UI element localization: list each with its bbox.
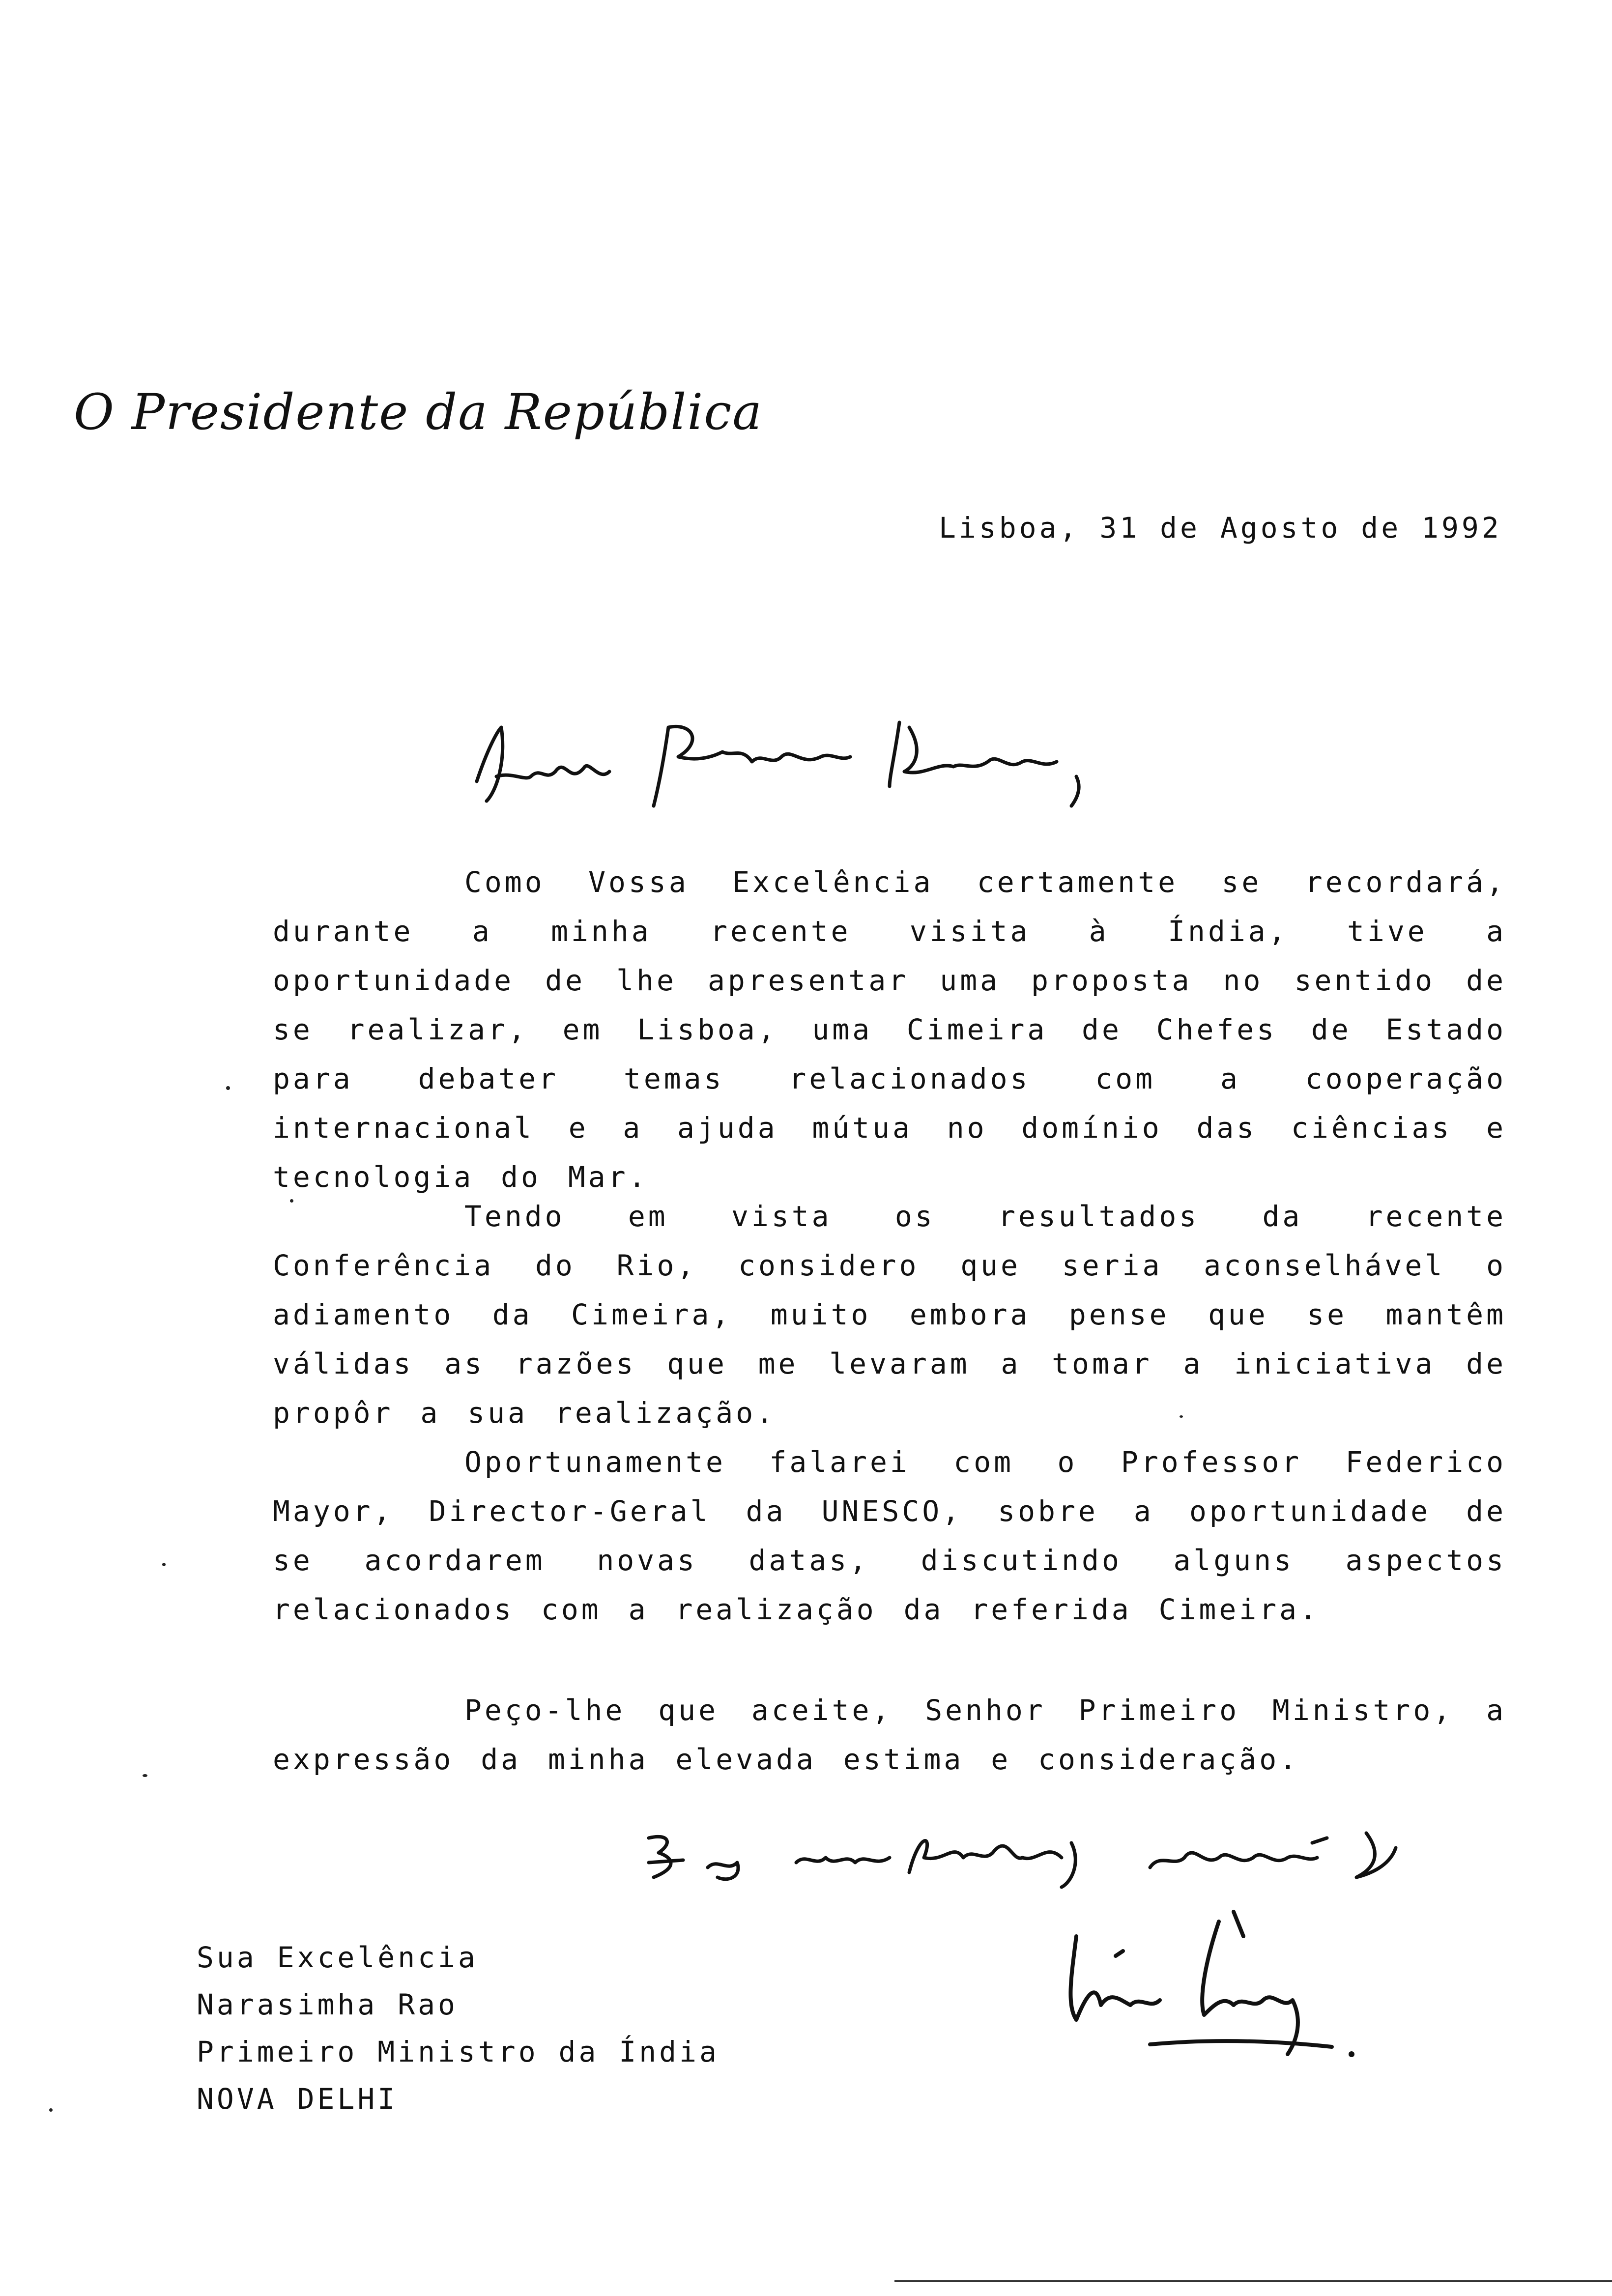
handwritten-closing — [629, 1813, 1465, 1892]
footer-rule — [894, 2280, 1612, 2282]
scan-speck — [226, 1086, 230, 1090]
letterhead-title: O Presidente da República — [74, 383, 763, 441]
scan-speck — [143, 1774, 147, 1777]
addressee-line-4: NOVA DELHI — [197, 2082, 398, 2116]
scan-speck — [1180, 1415, 1183, 1418]
handwritten-salutation — [467, 708, 1116, 816]
addressee-line-3: Primeiro Ministro da Índia — [197, 2035, 720, 2068]
paragraph-2 — [273, 1192, 1506, 1437]
addressee-line-1: Sua Excelência — [197, 1941, 478, 1974]
paragraph-2-text: Tendo em vista os resultados da recente Conferência do Rio, considero que seria aconselhável o adiamento da Cimeira, muito embora pense que se mantêm válidas as razões que me levaram a tomar a iniciativa de propôr a sua realização. — [273, 1200, 1506, 1430]
paragraph-1-text: Como Vossa Excelência certamente se recordará, durante a minha recente visita à Índia, tive a oportunidade de lhe apresentar uma proposta no sentido de se realizar, em Lisboa, uma Cimeira de Chefes de Estado para debater temas relacionados com a cooperação internacional e a ajuda mútua no domínio das ciências e tecnologia do Mar. — [273, 865, 1506, 1194]
addressee-block — [197, 1934, 720, 2123]
paragraph-4-text: Peço-lhe que aceite, Senhor Primeiro Ministro, a expressão da minha elevada estima e consideração. — [273, 1693, 1506, 1776]
dateline: Lisboa, 31 de Agosto de 1992 — [939, 511, 1502, 545]
paragraph-3-text: Oportunamente falarei com o Professor Federico Mayor, Director-Geral da UNESCO, sobre a oportunidade de se acordarem novas datas, discutindo alguns aspectos relacionados com a realização da referida Cimeira. — [273, 1445, 1506, 1626]
paragraph-4 — [273, 1686, 1506, 1784]
addressee-line-2: Narasimha Rao — [197, 1988, 458, 2021]
scan-speck — [290, 1199, 293, 1203]
paragraph-1 — [273, 858, 1506, 1202]
paragraph-3 — [273, 1437, 1506, 1634]
scan-speck — [162, 1563, 166, 1566]
scan-speck — [49, 2108, 53, 2112]
signature-graphic — [1057, 1907, 1401, 2069]
